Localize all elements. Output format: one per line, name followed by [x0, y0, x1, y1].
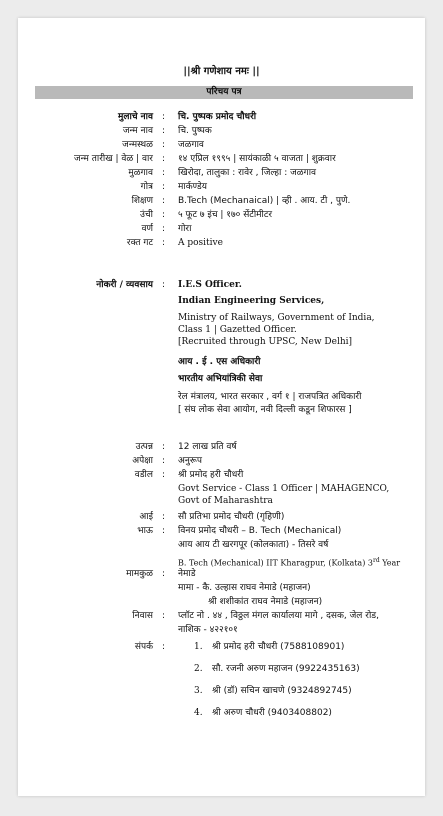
colon: : — [162, 611, 166, 621]
contact-text: श्री (डॉ) सचिन खाचणे (9324892745) — [212, 686, 352, 696]
job-service-marathi: भारतीय अभियांत्रिकी सेवा — [178, 374, 263, 384]
colon: : — [162, 569, 166, 579]
job-title: I.E.S Officer. — [178, 280, 242, 290]
value-birth-date: १४ एप्रिल १९९५ | सायंकाळी ५ वाजता | शुक्रवार — [178, 154, 336, 164]
value-gotra: मार्कण्डेय — [178, 182, 207, 192]
label-birth-name: जन्म नाव — [122, 126, 153, 136]
value-name: चि. पुष्पक प्रमोद चौधरी — [178, 112, 257, 122]
job-service: Indian Engineering Services, — [178, 296, 325, 306]
job-recruited-marathi: [ संघ लोक सेवा आयोग, नवी दिल्ली कडून शिफारस ] — [178, 405, 352, 415]
colon: : — [162, 112, 166, 122]
maternal-uncle-2: श्री शशीकांत राघव नेमाडे (महाजन) — [208, 597, 323, 607]
label-complexion: वर्ण — [141, 224, 153, 234]
maternal-uncle-1: मामा - कै. उल्हास राघव नेमाडे (महाजन) — [178, 583, 311, 593]
label-expectation: अपेक्षा — [132, 456, 153, 466]
contact-text: श्री प्रमोद हरी चौधरी (7588108901) — [212, 642, 345, 652]
value-maternal: नेमाडे — [178, 569, 196, 579]
colon: : — [162, 154, 166, 164]
contact-number: 2. — [194, 664, 203, 674]
value-address: प्लॉट नो . ४४ , विठ्ठल मंगल कार्यालया मागे , दसक, जेल रोड, — [178, 611, 379, 621]
label-maternal: मामकुळ — [126, 569, 153, 579]
colon: : — [162, 470, 166, 480]
colon: : — [162, 280, 166, 290]
colon: : — [162, 196, 166, 206]
label-name: मुलाचे नाव — [118, 112, 153, 122]
label-gotra: गोत्र — [140, 182, 153, 192]
value-brother: विनय प्रमोद चौधरी – B. Tech (Mechanical) — [178, 526, 342, 536]
value-native: खिरोदा, तालुका : रावेर , जिल्हा : जळगाव — [178, 168, 317, 178]
label-father: वडील — [134, 470, 153, 480]
contact-number: 4. — [194, 708, 203, 718]
colon: : — [162, 442, 166, 452]
label-education: शिक्षण — [131, 196, 153, 206]
father-job-org: Govt of Maharashtra — [178, 496, 273, 506]
value-father: श्री प्रमोद हरी चौधरी — [178, 470, 244, 480]
brother-year-suffix: rd — [372, 557, 380, 564]
colon: : — [162, 140, 166, 150]
label-native: मुळगाव — [128, 168, 153, 178]
brother-year: Year — [379, 558, 401, 568]
colon: : — [162, 512, 166, 522]
label-mother: आई — [139, 512, 153, 522]
value-income: 12 लाख प्रति वर्ष — [178, 442, 237, 452]
contact-item — [194, 642, 344, 653]
colon: : — [162, 526, 166, 536]
label-contact: संपर्क — [134, 642, 153, 652]
address-city: नाशिक - ४२२१०१ — [178, 625, 238, 635]
label-income: उत्पन्न — [135, 442, 153, 452]
colon: : — [162, 210, 166, 220]
contact-item — [194, 708, 332, 719]
brother-college: आय आय टी खरगपूर (कोलकाता) - तिसरे वर्ष — [178, 540, 329, 550]
job-class: Class 1 | Gazetted Officer. — [178, 325, 297, 335]
biodata-page — [18, 18, 425, 796]
invocation-header: ||श्री गणेशाय नमः || — [183, 66, 260, 77]
value-birthplace: जळगाव — [178, 140, 204, 150]
value-height: ५ फूट ७ इंच | १७० सेंटीमीटर — [178, 210, 273, 220]
value-education: B.Tech (Mechanaical) | व्ही . आय. टी , पुणे. — [178, 196, 351, 206]
label-blood-group: रक्त गट — [126, 238, 153, 248]
brother-college-en — [178, 555, 400, 569]
contact-item — [194, 686, 352, 697]
colon: : — [162, 182, 166, 192]
contact-item — [194, 664, 360, 675]
colon: : — [162, 224, 166, 234]
colon: : — [162, 456, 166, 466]
contact-text: श्री अरुण चौधरी (9403408802) — [212, 708, 332, 718]
job-ministry: Ministry of Railways, Government of India, — [178, 313, 375, 323]
label-address: निवास — [132, 611, 153, 621]
value-complexion: गोरा — [178, 224, 192, 234]
section-title-bar: परिचय पत्र — [35, 86, 413, 99]
value-mother: सौ प्रतिभा प्रमोद चौधरी (गृहिणी) — [178, 512, 285, 522]
contact-number: 1. — [194, 642, 203, 652]
colon: : — [162, 126, 166, 136]
brother-course: B. Tech (Mechanical) IIT Kharagpur, (Kolkata) 3 — [178, 558, 373, 568]
label-height: उंची — [140, 210, 153, 220]
label-birthplace: जन्मस्थळ — [122, 140, 153, 150]
job-title-marathi: आय . ई . एस अधिकारी — [178, 357, 261, 367]
contact-text: सौ. रजनी अरुण महाजन (9922435163) — [212, 664, 360, 674]
value-birth-name: चि. पुष्पक — [178, 126, 212, 136]
father-job: Govt Service - Class 1 Officer | MAHAGENCO, — [178, 484, 390, 494]
colon: : — [162, 642, 166, 652]
job-ministry-marathi: रेल मंत्रालय, भारत सरकार , वर्ग १ | राजपत्रित अधिकारी — [178, 392, 362, 402]
contact-number: 3. — [194, 686, 203, 696]
value-blood-group: A positive — [178, 238, 223, 248]
value-expectation: अनुरूप — [178, 456, 202, 466]
colon: : — [162, 238, 166, 248]
label-brother: भाऊ — [137, 526, 153, 536]
colon: : — [162, 168, 166, 178]
label-birth-date: जन्म तारीख | वेळ | वार — [74, 154, 153, 164]
label-job: नोकरी / व्यवसाय — [96, 280, 153, 290]
job-recruited: [Recruited through UPSC, New Delhi] — [178, 337, 353, 347]
